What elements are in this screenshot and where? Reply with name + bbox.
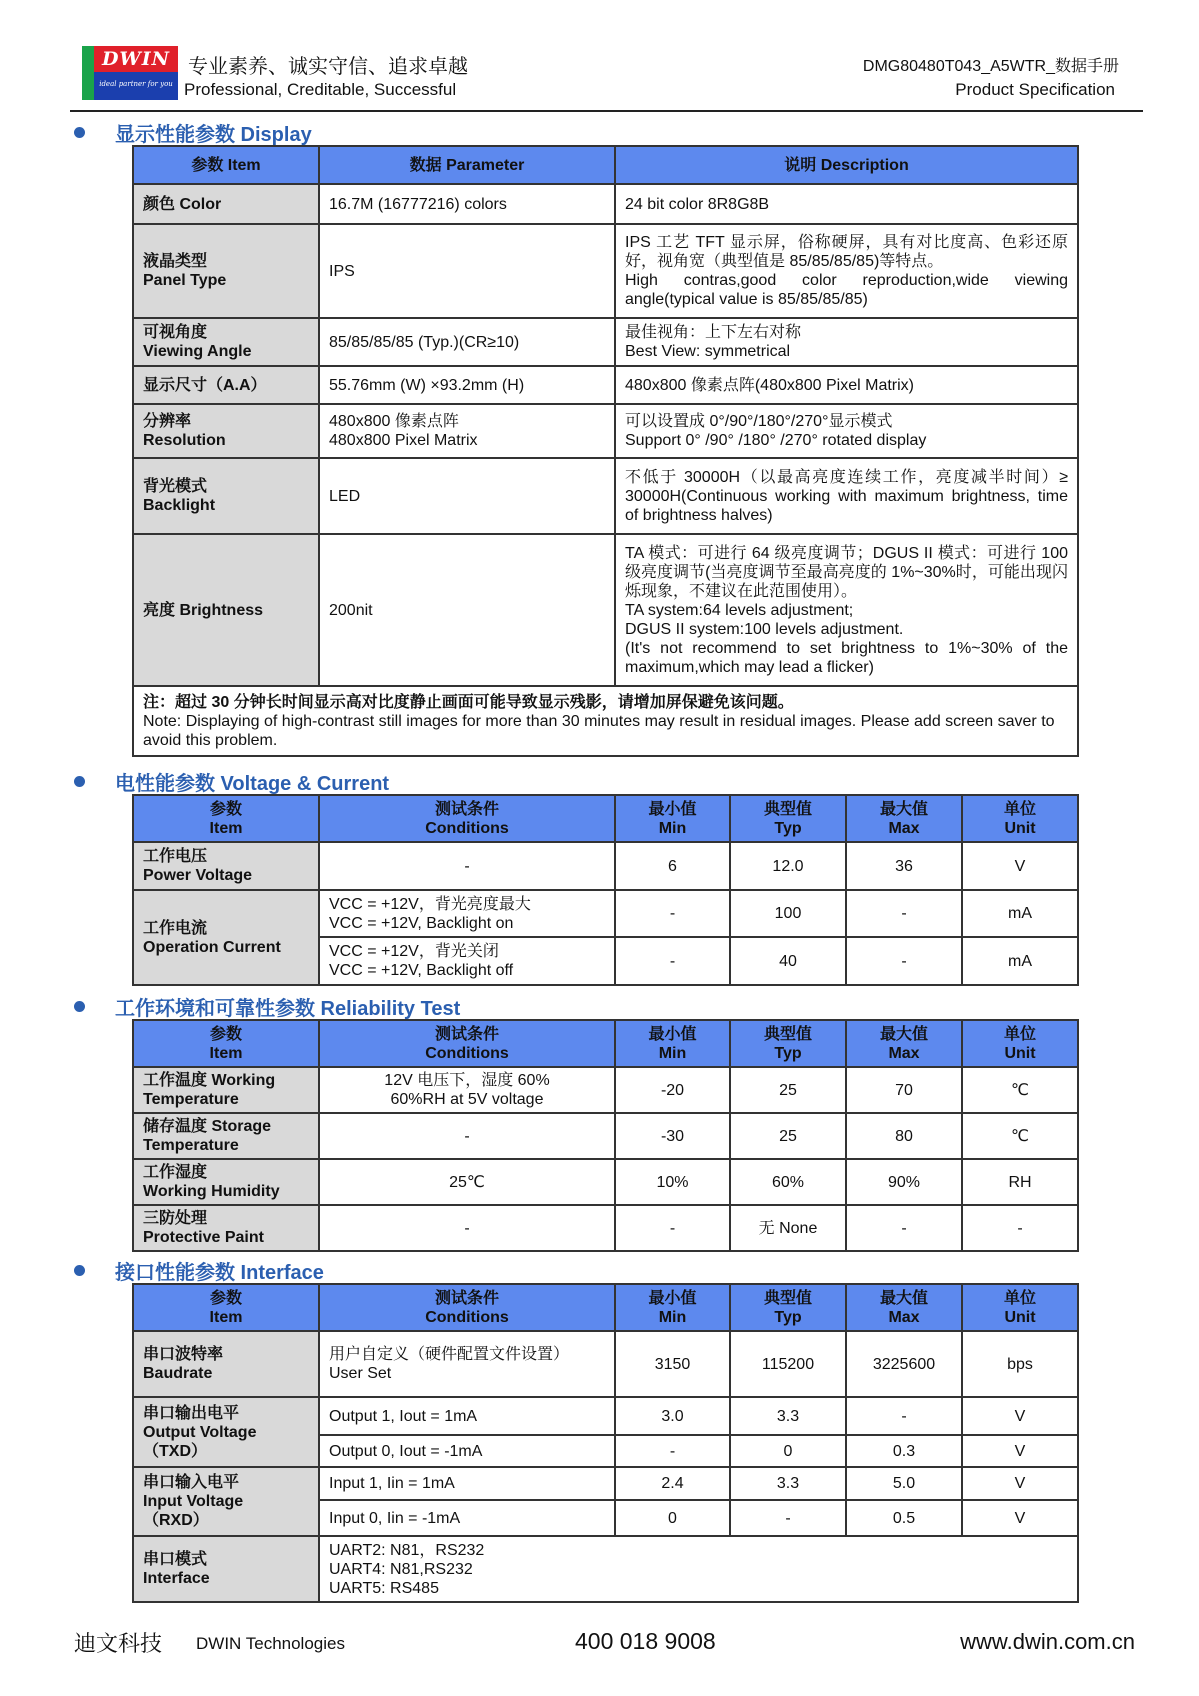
max-cell: - <box>846 937 962 985</box>
header-cell: 测试条件 Conditions <box>319 1020 615 1067</box>
note-cell <box>133 686 1078 756</box>
header-cell: 典型值 Typ <box>730 795 846 842</box>
item-cell: 串口波特率 Baudrate <box>133 1331 319 1397</box>
cond-cell: UART2: N81，RS232 UART4: N81,RS232 UART5: RS485 <box>319 1536 1078 1602</box>
param-cell: 85/85/85/85 (Typ.)(CR≥10) <box>319 318 615 366</box>
header-cell: 典型值 Typ <box>730 1020 846 1067</box>
table-row <box>133 318 1078 366</box>
item-cell: 液晶类型 Panel Type <box>133 224 319 318</box>
table-row <box>133 842 1078 890</box>
voltage-table <box>132 794 1079 986</box>
param-cell: 16.7M (16777216) colors <box>319 184 615 224</box>
cond-cell: VCC = +12V，背光关闭 VCC = +12V, Backlight off <box>319 937 615 985</box>
unit-cell: V <box>962 1467 1078 1500</box>
typ-cell: 0 <box>730 1435 846 1467</box>
item-cell: 工作电压 Power Voltage <box>133 842 319 890</box>
unit-cell: V <box>962 1435 1078 1467</box>
item-cell: 串口输入电平 Input Voltage （RXD） <box>133 1467 319 1536</box>
unit-cell: V <box>962 1397 1078 1435</box>
table-row <box>133 1331 1078 1397</box>
reliability-table <box>132 1019 1079 1252</box>
typ-cell: 60% <box>730 1159 846 1205</box>
max-cell: 3225600 <box>846 1331 962 1397</box>
section-title-interface: 接口性能参数 Interface <box>74 1256 324 1285</box>
typ-cell: 12.0 <box>730 842 846 890</box>
item-cell: 颜色 Color <box>133 184 319 224</box>
param-cell: 480x800 像素点阵 480x800 Pixel Matrix <box>319 404 615 458</box>
unit-cell: bps <box>962 1331 1078 1397</box>
company-logo <box>82 46 178 100</box>
min-cell: 10% <box>615 1159 730 1205</box>
table-row <box>133 1467 1078 1500</box>
cond-cell: - <box>319 1205 615 1251</box>
table-row <box>133 1536 1078 1602</box>
typ-cell: 115200 <box>730 1331 846 1397</box>
min-cell: 3150 <box>615 1331 730 1397</box>
header-cell: 单位 Unit <box>962 795 1078 842</box>
header-cell: 最小值 Min <box>615 1284 730 1331</box>
item-cell: 串口模式 Interface <box>133 1536 319 1602</box>
typ-cell: 25 <box>730 1113 846 1159</box>
note-cn: 注：超过 30 分钟长时间显示高对比度静止画面可能导致显示残影，请增加屏保避免该问题。 <box>143 693 794 711</box>
table-row <box>133 366 1078 404</box>
header-divider <box>70 110 1143 112</box>
table-row <box>133 458 1078 534</box>
min-cell: 2.4 <box>615 1467 730 1500</box>
footer-phone: 400 018 9008 <box>575 1628 716 1654</box>
typ-cell: 3.3 <box>730 1467 846 1500</box>
header-cell: 数据 Parameter <box>319 146 615 184</box>
header-cell: 参数 Item <box>133 1020 319 1067</box>
section-title-reliability: 工作环境和可靠性参数 Reliability Test <box>74 992 460 1021</box>
document-model: DMG80480T043_A5WTR_数据手册 <box>862 58 1119 75</box>
table-row <box>133 1113 1078 1159</box>
header-cell: 最大值 Max <box>846 1020 962 1067</box>
cond-cell: 25℃ <box>319 1159 615 1205</box>
cond-cell: 用户自定义（硬件配置文件设置） User Set <box>319 1331 615 1397</box>
slogan-cn: 专业素养、诚实守信、追求卓越 <box>188 54 468 78</box>
table-row <box>133 1067 1078 1113</box>
typ-cell: 3.3 <box>730 1397 846 1435</box>
footer-company-cn: 迪文科技 <box>74 1632 163 1657</box>
table-note-row <box>133 686 1078 756</box>
max-cell: 5.0 <box>846 1467 962 1500</box>
header-cell: 测试条件 Conditions <box>319 795 615 842</box>
min-cell: - <box>615 890 730 937</box>
max-cell: - <box>846 1205 962 1251</box>
max-cell: 70 <box>846 1067 962 1113</box>
table-header-row <box>133 1284 1078 1331</box>
max-cell: 0.5 <box>846 1500 962 1536</box>
item-cell: 亮度 Brightness <box>133 534 319 686</box>
item-cell: 工作电流 Operation Current <box>133 890 319 985</box>
desc-cell: 不低于 30000H（以最高亮度连续工作，亮度减半时间）≥ 30000H(Continuous working with maximum brightness, time of brightness halves) <box>615 458 1078 534</box>
logo-text: DWIN <box>101 48 171 70</box>
desc-cell: 24 bit color 8R8G8B <box>615 184 1078 224</box>
param-cell: IPS <box>319 224 615 318</box>
max-cell: 90% <box>846 1159 962 1205</box>
typ-cell: - <box>730 1500 846 1536</box>
unit-cell: V <box>962 842 1078 890</box>
item-cell: 三防处理 Protective Paint <box>133 1205 319 1251</box>
cond-cell: Output 1, Iout = 1mA <box>319 1397 615 1435</box>
header-cell: 最大值 Max <box>846 1284 962 1331</box>
min-cell: -30 <box>615 1113 730 1159</box>
bullet-icon <box>74 776 85 787</box>
param-cell: 55.76mm (W) ×93.2mm (H) <box>319 366 615 404</box>
header-cell: 参数 Item <box>133 1284 319 1331</box>
min-cell: - <box>615 1435 730 1467</box>
header-cell: 单位 Unit <box>962 1284 1078 1331</box>
header-cell: 测试条件 Conditions <box>319 1284 615 1331</box>
cond-cell: - <box>319 842 615 890</box>
table-row <box>133 1205 1078 1251</box>
max-cell: - <box>846 890 962 937</box>
desc-cell: IPS 工艺 TFT 显示屏，俗称硬屏，具有对比度高、色彩还原好，视角宽（典型值是 85/85/85/85)等特点。 High contras,good color reproduction,wide viewing angle(typical value is 85/85/85/85) <box>615 224 1078 318</box>
header-cell: 说明 Description <box>615 146 1078 184</box>
bullet-icon <box>74 1001 85 1012</box>
cond-cell: - <box>319 1113 615 1159</box>
min-cell: 6 <box>615 842 730 890</box>
param-cell: 200nit <box>319 534 615 686</box>
table-row <box>133 184 1078 224</box>
table-header-row <box>133 146 1078 184</box>
cond-cell: Input 0, Iin = -1mA <box>319 1500 615 1536</box>
logo-tagline: ideal partner for you <box>99 80 173 88</box>
footer-company-en: DWIN Technologies <box>196 1634 345 1653</box>
header-cell: 最小值 Min <box>615 1020 730 1067</box>
item-cell: 显示尺寸（A.A） <box>133 366 319 404</box>
table-row <box>133 1159 1078 1205</box>
table-header-row <box>133 795 1078 842</box>
desc-cell: 480x800 像素点阵(480x800 Pixel Matrix) <box>615 366 1078 404</box>
unit-cell: - <box>962 1205 1078 1251</box>
min-cell: 3.0 <box>615 1397 730 1435</box>
item-cell: 可视角度 Viewing Angle <box>133 318 319 366</box>
item-cell: 分辨率 Resolution <box>133 404 319 458</box>
unit-cell: mA <box>962 890 1078 937</box>
min-cell: 0 <box>615 1500 730 1536</box>
document-type: Product Specification <box>955 80 1115 99</box>
min-cell: - <box>615 937 730 985</box>
param-cell: LED <box>319 458 615 534</box>
header-cell: 最大值 Max <box>846 795 962 842</box>
typ-cell: 25 <box>730 1067 846 1113</box>
section-title-voltage: 电性能参数 Voltage & Current <box>74 767 389 796</box>
slogan-en: Professional, Creditable, Successful <box>184 80 457 99</box>
typ-cell: 100 <box>730 890 846 937</box>
unit-cell: ℃ <box>962 1113 1078 1159</box>
max-cell: 0.3 <box>846 1435 962 1467</box>
table-row <box>133 404 1078 458</box>
item-cell: 背光模式 Backlight <box>133 458 319 534</box>
note-en: Note: Displaying of high-contrast still images for more than 30 minutes may result in residual images. Please add screen saver to avoid this problem. <box>143 712 1055 749</box>
cond-cell: Input 1, Iin = 1mA <box>319 1467 615 1500</box>
unit-cell: RH <box>962 1159 1078 1205</box>
section-title-display: 显示性能参数 Display <box>74 118 312 147</box>
cond-cell: VCC = +12V，背光亮度最大 VCC = +12V, Backlight on <box>319 890 615 937</box>
bullet-icon <box>74 1265 85 1276</box>
typ-cell: 无 None <box>730 1205 846 1251</box>
table-row <box>133 224 1078 318</box>
bullet-icon <box>74 127 85 138</box>
header-cell: 参数 Item <box>133 795 319 842</box>
header-cell: 单位 Unit <box>962 1020 1078 1067</box>
max-cell: 36 <box>846 842 962 890</box>
interface-table <box>132 1283 1079 1603</box>
unit-cell: mA <box>962 937 1078 985</box>
max-cell: 80 <box>846 1113 962 1159</box>
typ-cell: 40 <box>730 937 846 985</box>
table-header-row <box>133 1020 1078 1067</box>
header-cell: 典型值 Typ <box>730 1284 846 1331</box>
max-cell: - <box>846 1397 962 1435</box>
header-cell: 参数 Item <box>133 146 319 184</box>
desc-cell: 可以设置成 0°/90°/180°/270°显示模式 Support 0° /90° /180° /270° rotated display <box>615 404 1078 458</box>
unit-cell: V <box>962 1500 1078 1536</box>
table-row <box>133 890 1078 937</box>
item-cell: 工作温度 Working Temperature <box>133 1067 319 1113</box>
cond-cell: 12V 电压下，湿度 60% 60%RH at 5V voltage <box>319 1067 615 1113</box>
desc-cell: 最佳视角：上下左右对称 Best View: symmetrical <box>615 318 1078 366</box>
min-cell: -20 <box>615 1067 730 1113</box>
header-cell: 最小值 Min <box>615 795 730 842</box>
item-cell: 储存温度 Storage Temperature <box>133 1113 319 1159</box>
item-cell: 工作湿度 Working Humidity <box>133 1159 319 1205</box>
unit-cell: ℃ <box>962 1067 1078 1113</box>
display-table <box>132 145 1079 757</box>
footer-website[interactable]: www.dwin.com.cn <box>960 1629 1135 1654</box>
desc-cell: TA 模式：可进行 64 级亮度调节；DGUS II 模式：可进行 100 级亮度调节(当亮度调节至最高亮度的 1%~30%时，可能出现闪烁现象，不建议在此范围使用）。 TA system:64 levels adjustment; DGUS II system:100 levels adjustment. (It's not recommend to set brightness to 1%~30% of the maximum,which may lead a flicker) <box>615 534 1078 686</box>
table-row <box>133 534 1078 686</box>
table-row <box>133 1397 1078 1435</box>
item-cell: 串口输出电平 Output Voltage （TXD） <box>133 1397 319 1467</box>
min-cell: - <box>615 1205 730 1251</box>
cond-cell: Output 0, Iout = -1mA <box>319 1435 615 1467</box>
